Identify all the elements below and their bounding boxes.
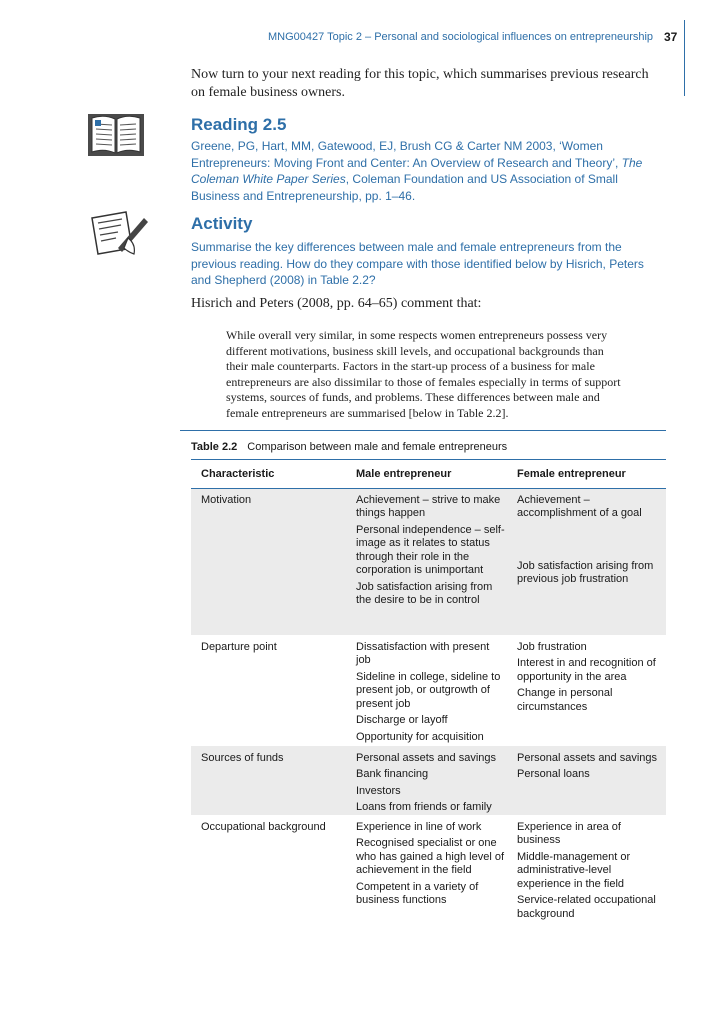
female-item: Service-related occupational background	[517, 894, 656, 920]
table-caption	[191, 441, 507, 453]
male-item: Loans from friends or family	[356, 801, 492, 813]
male-item: Competent in a variety of business functions	[356, 880, 479, 906]
male-item: Personal independence – self-image as it relates to status through their role in the corporation is unimportant	[356, 523, 505, 576]
table-row	[191, 489, 666, 635]
column-header-male: Male entrepreneur	[356, 468, 452, 480]
female-cell	[512, 752, 666, 815]
male-cell	[347, 752, 512, 815]
male-item: Investors	[356, 784, 401, 797]
activity-heading: Activity	[191, 214, 253, 233]
divider	[180, 430, 666, 431]
male-item: Experience in line of work	[356, 820, 482, 833]
page-number: 37	[664, 30, 678, 44]
male-cell	[347, 821, 512, 921]
male-cell	[347, 494, 512, 635]
reference-part2: , Coleman Foundation and US Association of Small Business and Entrepreneurship, pp. 1–46.	[191, 172, 618, 203]
table-header-row	[191, 459, 666, 489]
reading-reference	[191, 138, 661, 204]
comparison-table	[191, 459, 666, 921]
male-item: Personal assets and savings	[356, 751, 497, 764]
male-item: Bank financing	[356, 768, 429, 780]
intro-paragraph: Now turn to your next reading for this topic, which summarises previous research on female business owners.	[191, 67, 649, 100]
cell-spacer	[517, 524, 662, 560]
column-header-characteristic: Characteristic	[201, 468, 275, 480]
table-row	[191, 635, 666, 746]
female-cell	[512, 641, 666, 746]
female-item: Job satisfaction arising from previous job frustration	[517, 559, 654, 585]
lead-in: Hisrich and Peters (2008, pp. 64–65) comment that:	[191, 296, 482, 311]
reference-series: The Coleman White Paper Series	[191, 155, 643, 186]
header-rule-vertical	[684, 20, 685, 96]
block-quote: While overall very similar, in some respects women entrepreneurs possess very different motivations, business skill levels, and occupational backgrounds than their male counterparts. Factors in the start-up process of a business for male entrepreneurs are also dissimilar to those of females especially in terms of support systems, sources of funds, and problems. These differences between male and female entrepreneurs are summarised [below in Table 2.2].	[226, 328, 621, 420]
reference-part1: Greene, PG, Hart, MM, Gatewood, EJ, Brush CG & Carter NM 2003, ‘Women Entrepreneurs: Moving Front and Center: An Overview of Research and Theory’,	[191, 139, 622, 170]
row-characteristic: Occupational background	[201, 820, 326, 833]
female-item: Middle-management or administrative-level experience in the field	[517, 850, 631, 890]
male-item: Opportunity for acquisition	[356, 730, 484, 743]
female-item: Personal assets and savings	[517, 751, 658, 764]
male-item: Sideline in college, sideline to present job, or outgrowth of present job	[356, 670, 501, 710]
female-item: Personal loans	[517, 768, 590, 780]
activity-text: Summarise the key differences between male and female entrepreneurs from the previous reading. How do they compare with those identified below by Hisrich, Peters and Shepherd (2008) in Table 2.2?	[191, 240, 644, 287]
column-header-female: Female entrepreneur	[517, 468, 626, 480]
row-characteristic: Sources of funds	[201, 751, 284, 764]
table-row	[191, 815, 666, 921]
female-cell	[512, 494, 666, 635]
female-item: Change in personal circumstances	[517, 687, 613, 713]
open-book-icon	[86, 110, 146, 165]
table-caption-text: Comparison between male and female entrepreneurs	[247, 441, 508, 453]
reading-heading: Reading 2.5	[191, 115, 287, 134]
male-cell	[347, 641, 512, 746]
male-item: Recognised specialist or one who has gained a high level of achievement in the field	[356, 837, 504, 876]
male-item: Job satisfaction arising from the desire to be in control	[356, 580, 493, 606]
female-cell	[512, 821, 666, 921]
table-label: Table 2.2	[191, 441, 238, 453]
row-characteristic: Departure point	[201, 640, 277, 653]
female-item: Interest in and recognition of opportunity in the area	[517, 657, 656, 683]
female-item: Experience in area of business	[517, 820, 621, 846]
writing-hand-icon	[88, 208, 150, 263]
female-item: Achievement – accomplishment of a goal	[517, 493, 642, 519]
male-item: Achievement – strive to make things happen	[356, 493, 501, 519]
female-item: Job frustration	[517, 640, 587, 653]
row-characteristic: Motivation	[201, 493, 252, 506]
running-title: MNG00427 Topic 2 – Personal and sociological influences on entrepreneurship	[268, 31, 654, 43]
table-row	[191, 746, 666, 815]
male-item: Dissatisfaction with present job	[356, 640, 490, 666]
male-item: Discharge or layoff	[356, 714, 448, 726]
